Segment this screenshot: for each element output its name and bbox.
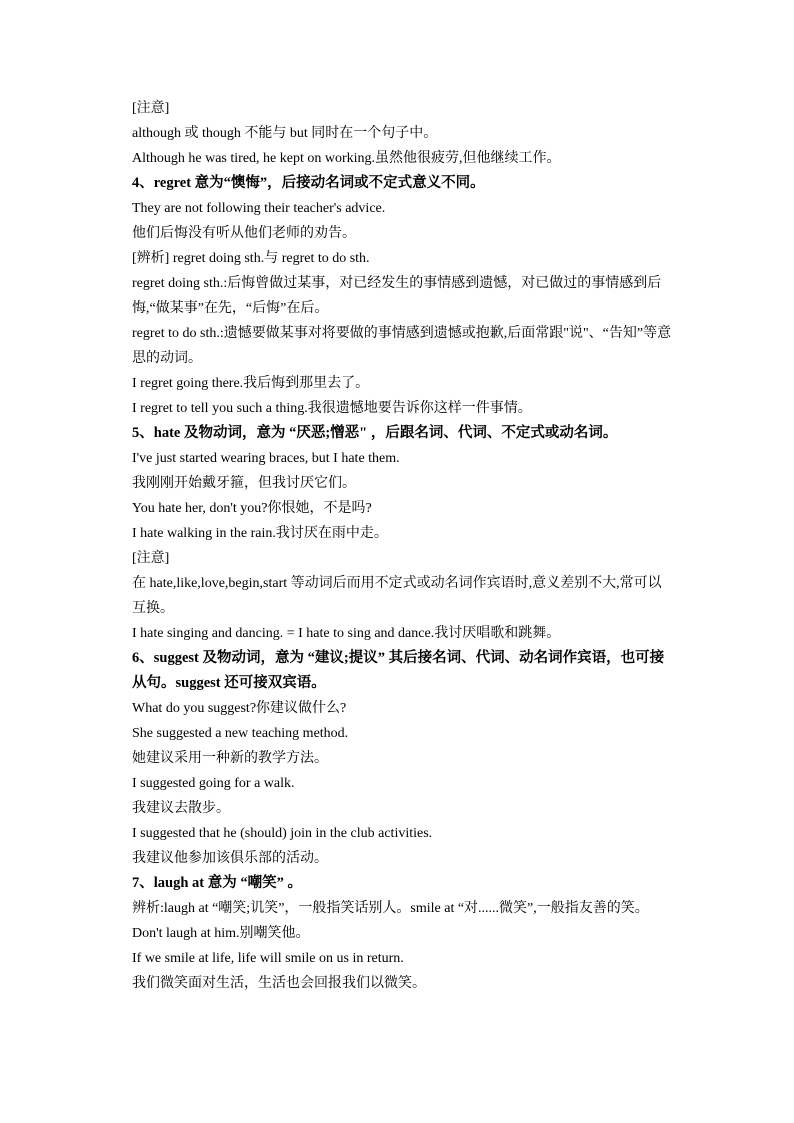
- example-line: I regret going there.我后悔到那里去了。: [132, 376, 370, 391]
- text-line: although 或 though 不能与 but 同时在一个句子中。: [132, 126, 438, 141]
- example-line: I hate singing and dancing. = I hate to sing and dance.我讨厌唱歌和跳舞。: [132, 626, 561, 641]
- analysis-label: [辨析] regret doing sth.与 regret to do sth.: [132, 251, 370, 266]
- example-line: She suggested a new teaching method.: [132, 726, 349, 741]
- example-line: They are not following their teacher's advice.: [132, 201, 386, 216]
- translation-line: 他们后悔没有听从他们老师的劝告。: [132, 226, 356, 241]
- example-line: I hate walking in the rain.我讨厌在雨中走。: [132, 526, 388, 541]
- text-paragraph: regret to do sth.:遗憾要做某事对将要做的事情感到遗憾或抱歉,后面常跟"说"、“告知”等意思的动词。: [132, 326, 672, 366]
- section-heading-laugh-at: 7、laugh at 意为 “嘲笑” 。: [132, 875, 302, 891]
- document-body: [132, 96, 672, 996]
- translation-line: 我刚刚开始戴牙箍，但我讨厌它们。: [132, 476, 356, 491]
- text-paragraph: 在 hate,like,love,begin,start 等动词后而用不定式或动名词作宾语时,意义差别不大,常可以互换。: [132, 576, 662, 616]
- example-line: You hate her, don't you?你恨她，不是吗?: [132, 501, 372, 516]
- example-line: If we smile at life, life will smile on us in return.: [132, 951, 404, 966]
- example-line: Don't laugh at him.别嘲笑他。: [132, 926, 310, 941]
- note-label: [注意]: [132, 101, 170, 116]
- example-line: I suggested going for a walk.: [132, 776, 295, 791]
- example-line: I regret to tell you such a thing.我很遗憾地要告诉你这样一件事情。: [132, 401, 532, 416]
- section-heading-hate: 5、hate 及物动词，意为 “厌恶;憎恶" ，后跟名词、代词、不定式或动名词。: [132, 425, 618, 441]
- translation-line: 我建议去散步。: [132, 801, 230, 816]
- text-paragraph: 辨析:laugh at “嘲笑;讥笑”，一般指笑话别人。smile at “对......微笑”,一般指友善的笑。: [132, 901, 649, 916]
- example-line: Although he was tired, he kept on working.虽然他很疲劳,但他继续工作。: [132, 151, 561, 166]
- section-heading-suggest: 6、suggest 及物动词，意为 “建议;提议” 其后接名词、代词、动名词作宾语，也可接从句。suggest 还可接双宾语。: [132, 650, 665, 691]
- translation-line: 她建议采用一种新的教学方法。: [132, 751, 328, 766]
- example-line: I've just started wearing braces, but I hate them.: [132, 451, 400, 466]
- example-line: What do you suggest?你建议做什么?: [132, 701, 347, 716]
- translation-line: 我建议他参加该俱乐部的活动。: [132, 851, 328, 866]
- note-label: [注意]: [132, 551, 170, 566]
- section-heading-regret: 4、regret 意为“懊悔”，后接动名词或不定式意义不同。: [132, 175, 485, 191]
- translation-line: 我们微笑面对生活，生活也会回报我们以微笑。: [132, 976, 426, 991]
- text-paragraph: regret doing sth.:后悔曾做过某事，对已经发生的事情感到遗憾，对已做过的事情感到后悔,“做某事”在先，“后悔”在后。: [132, 276, 662, 316]
- example-line: I suggested that he (should) join in the club activities.: [132, 826, 433, 841]
